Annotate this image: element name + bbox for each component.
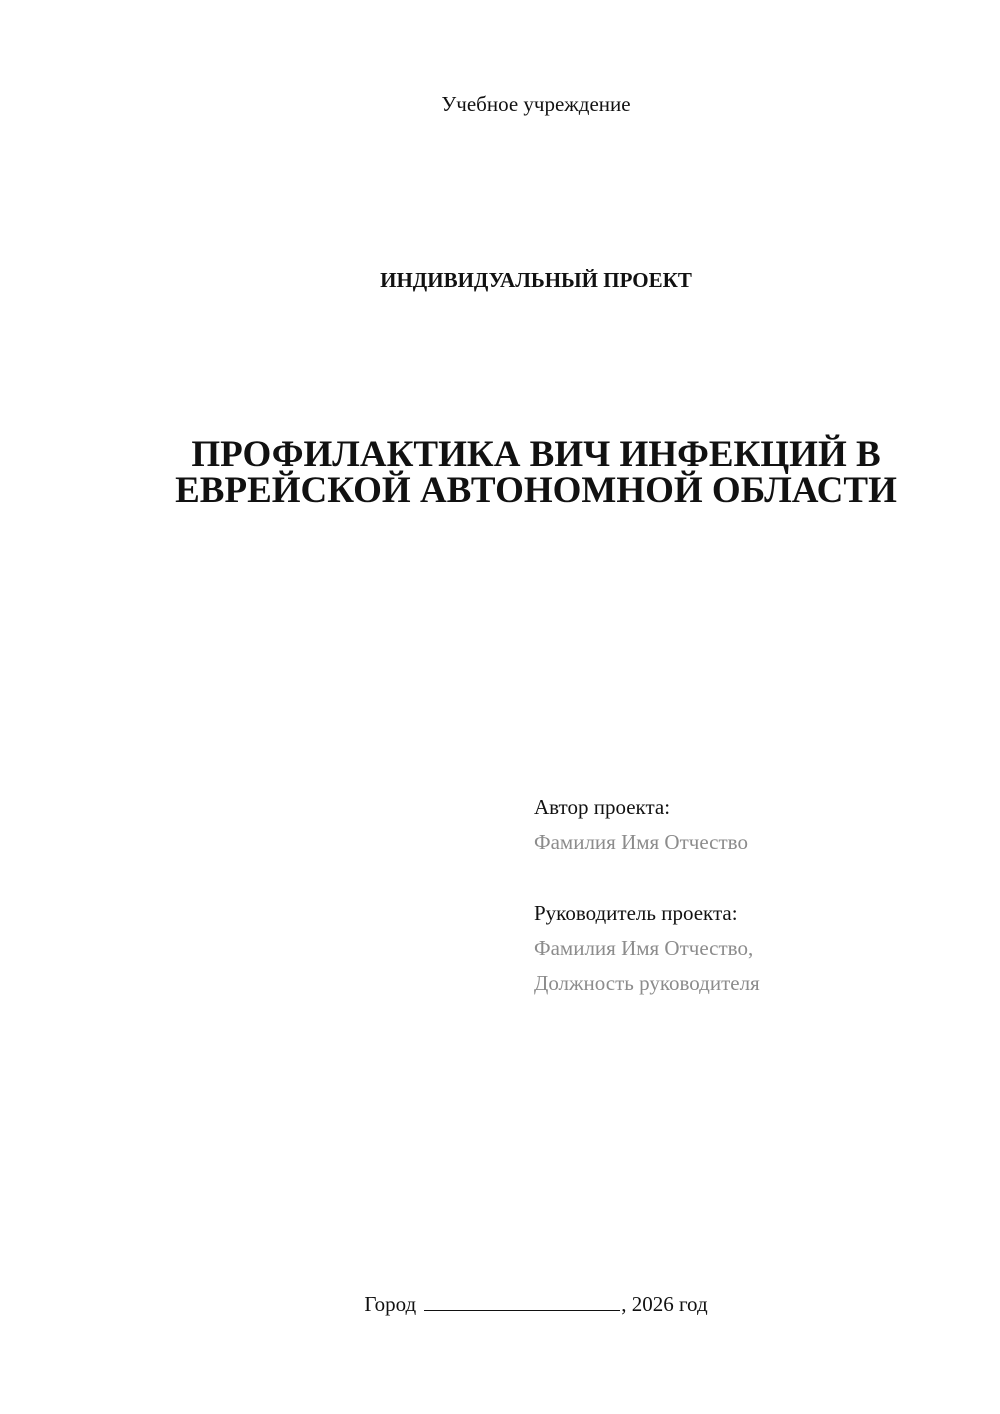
supervisor-name-placeholder: Фамилия Имя Отчество, — [534, 936, 754, 960]
author-name-placeholder: Фамилия Имя Отчество — [534, 830, 748, 854]
year-text: , 2026 год — [621, 1292, 708, 1316]
author-label: Автор проекта: — [534, 795, 671, 819]
project-title-line-2: ЕВРЕЙСКОЙ АВТОНОМНОЙ ОБЛАСТИ — [175, 470, 897, 511]
project-title-line-1: ПРОФИЛАКТИКА ВИЧ ИНФЕКЦИЙ В — [191, 434, 881, 475]
project-title — [0, 434, 1000, 511]
credits-block — [534, 790, 760, 1001]
city-year-line — [0, 1290, 1000, 1317]
institution-name: Учебное учреждение — [441, 92, 631, 116]
credits-spacer — [534, 860, 760, 896]
supervisor-position-placeholder: Должность руководителя — [534, 971, 760, 995]
project-type-heading: ИНДИВИДУАЛЬНЫЙ ПРОЕКТ — [380, 268, 692, 292]
city-label: Город — [364, 1292, 417, 1316]
supervisor-label: Руководитель проекта: — [534, 901, 738, 925]
city-blank-line — [424, 1290, 620, 1311]
